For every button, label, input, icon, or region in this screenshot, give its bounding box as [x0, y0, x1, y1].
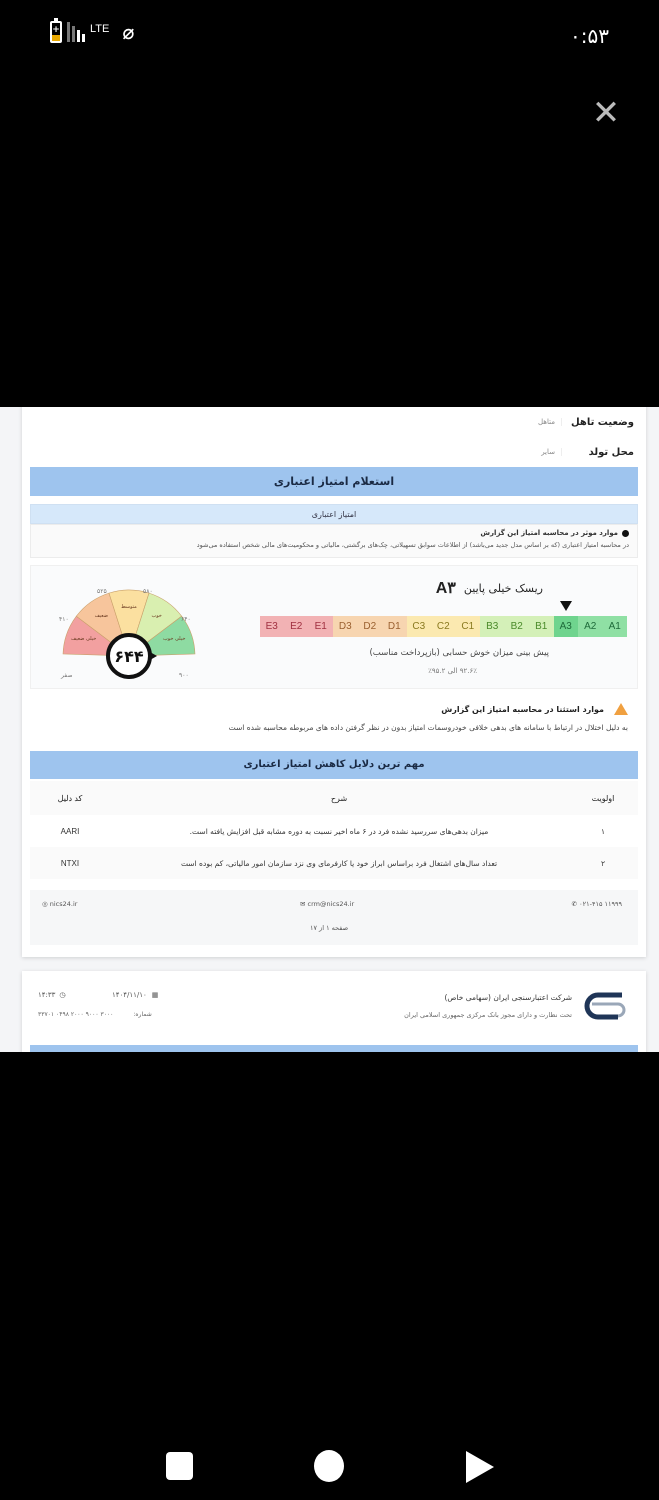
- score-gauge: [59, 580, 199, 680]
- section-title-credit-inquiry: استعلام امتیاز اعتباری: [30, 467, 638, 496]
- gauge-chart: [59, 580, 199, 680]
- svg-text:ضعیف: ضعیف: [94, 612, 108, 619]
- row-code: AARI: [60, 826, 80, 836]
- row-description: میزان بدهی‌های سررسید نشده فرد در ۶ ماه اخیر نسبت به دوره مشابه قبل افزایش یافته است.: [189, 826, 489, 836]
- exceptions-description: به دلیل اختلال در ارتباط با سامانه های بدهی خلافی خودروسمات امتیاز بدون در نظر گرفتن داده های مربوطه محاسبه شده است: [228, 723, 628, 732]
- grade-cell-d2: D2: [358, 616, 383, 637]
- globe-icon: ◎: [42, 900, 50, 908]
- grade-cell-d3: D3: [333, 616, 358, 637]
- navigation-bar: [0, 1410, 659, 1500]
- grade-cell-c1: C1: [456, 616, 481, 637]
- svg-text:خیلی خوب: خیلی خوب: [163, 636, 186, 643]
- grade-cell-c3: C3: [407, 616, 432, 637]
- prediction-label: پیش بینی میزان خوش حسابی (بازپرداخت مناسب): [369, 648, 549, 658]
- grade-cell-a2: A2: [578, 616, 603, 637]
- info-bullet-icon: [622, 530, 629, 537]
- grade-cell-e3: E3: [260, 616, 285, 637]
- back-button[interactable]: [466, 1451, 494, 1483]
- grade-cell-e1: E1: [309, 616, 334, 637]
- grade-pointer-icon: [560, 601, 572, 611]
- table-row: [30, 847, 638, 879]
- score-panel: [30, 565, 638, 689]
- svg-text:۶۴۴: ۶۴۴: [114, 647, 144, 666]
- effective-items-notice: [30, 524, 638, 558]
- row-code: NTXI: [30, 847, 110, 879]
- marital-status-value: متاهل: [502, 418, 562, 426]
- risk-label: ریسک خیلی پایین: [463, 581, 543, 595]
- footer-email: ✉ crm@nics24.ir: [300, 900, 355, 908]
- gauge-tick-4: ۶۴۰: [181, 616, 191, 623]
- svg-text:خوب: خوب: [151, 612, 162, 619]
- subsection-title-credit-score: امتیاز اعتباری: [30, 504, 638, 524]
- grade-cell-b3: B3: [480, 616, 505, 637]
- document-image: [0, 407, 659, 1052]
- signal-icon: [67, 22, 85, 42]
- status-bar: [0, 20, 659, 50]
- prediction-range: ۹۲.۶٪ الی ۹۵.۲٪: [428, 667, 477, 675]
- table-row: [30, 815, 638, 847]
- section-title-reasons: مهم ترین دلایل کاهش امتیاز اعتباری: [30, 751, 638, 779]
- effective-items-description: در محاسبه امتیاز اعتباری (که بر اساس مدل جدید می‌باشد) از اطلاعات سوابق تسهیلاتی، چک‌های برگشتی، مالیاتی و محکومیت‌های مالی شخص استفاده می‌شود: [196, 541, 629, 549]
- reasons-table: [30, 781, 638, 879]
- page-footer: [30, 890, 638, 945]
- report-page: [22, 407, 646, 957]
- network-type: LTE: [90, 23, 110, 35]
- warning-icon: [614, 703, 628, 715]
- row-description: تعداد سال‌های اشتغال فرد براساس ابراز خود یا کارفرمای وی نزد سازمان امور مالیاتی، کم بوده است: [110, 847, 568, 879]
- col-priority: اولویت: [568, 781, 638, 815]
- marital-status-row: [502, 407, 634, 437]
- effective-items-title: موارد موثر در محاسبه امتیاز این گزارش: [480, 529, 618, 537]
- clock: ۰:۵۳: [570, 24, 609, 48]
- recents-button[interactable]: [166, 1452, 193, 1480]
- exceptions-title: موارد استثنا در محاسبه امتیاز این گزارش: [441, 704, 604, 714]
- report-number-value: ۳۰۰۰ ۹۰۰۰ ۲۰۰۰ ۰۴۹۸ ۳۳۷۰۱: [38, 1011, 114, 1018]
- birthplace-label: محل تولد: [588, 446, 634, 458]
- gauge-tick-1: ۴۱۰: [59, 616, 69, 623]
- grade-cell-c2: C2: [431, 616, 456, 637]
- birthplace-row: [502, 437, 634, 467]
- company-subtitle: تحت نظارت و دارای مجوز بانک مرکزی جمهوری اسلامی ایران: [404, 1011, 572, 1019]
- svg-text:خیلی ضعیف: خیلی ضعیف: [71, 636, 97, 643]
- row-priority: ۱: [600, 826, 606, 836]
- gauge-tick-0: صفر: [61, 672, 73, 679]
- status-icons: [50, 20, 134, 44]
- report-date: ۱۴۰۴/۱۱/۱۰ ▦: [112, 991, 159, 999]
- clock-icon: ◷: [59, 991, 66, 999]
- gauge-tick-5: ۹۰۰: [179, 672, 189, 679]
- gauge-tick-2: ۵۲۵: [97, 588, 107, 595]
- col-description: شرح: [110, 781, 568, 815]
- calendar-icon: ▦: [151, 991, 159, 999]
- marital-status-label: وضعیت تاهل: [570, 416, 634, 428]
- risk-heading: [436, 578, 543, 598]
- phone-icon: ✆: [571, 900, 580, 908]
- company-logo-icon: [582, 989, 628, 1023]
- footer-phone: ✆ ۰۲۱-۴۱۵ ۱۱۹۹۹: [571, 900, 622, 908]
- grade-scale: [260, 616, 628, 637]
- data-saver-off-icon: ⌀: [122, 20, 135, 44]
- grade-cell-b2: B2: [505, 616, 530, 637]
- grade-cell-a1: A1: [603, 616, 628, 637]
- company-name: شرکت اعتبارسنجی ایران (سهامی خاص): [444, 993, 572, 1002]
- report-number-label: شماره:: [133, 1011, 152, 1018]
- birthplace-value: سایر: [502, 448, 562, 456]
- close-button[interactable]: ✕: [591, 93, 621, 133]
- battery-icon: +: [50, 21, 62, 43]
- grade-cell-e2: E2: [284, 616, 309, 637]
- grade-cell-a3: A3: [554, 616, 579, 637]
- grade-cell-d1: D1: [382, 616, 407, 637]
- page-number: صفحه ۱ از ۱۷: [310, 924, 349, 932]
- mail-icon: ✉: [300, 900, 308, 908]
- grade-cell-b1: B1: [529, 616, 554, 637]
- report-page-2: [22, 971, 646, 1052]
- report-time: ۱۴:۳۳ ◷: [38, 991, 66, 999]
- section-title-bar: [30, 1045, 638, 1052]
- exceptions-notice: [30, 697, 638, 745]
- home-button[interactable]: [314, 1450, 344, 1482]
- risk-grade: A۳: [435, 580, 456, 597]
- row-priority: ۲: [568, 847, 638, 879]
- svg-text:متوسط: متوسط: [121, 604, 137, 610]
- gauge-tick-3: ۵۸۰: [143, 588, 153, 595]
- footer-website: ◎ nics24.ir: [42, 900, 78, 908]
- col-code: کد دلیل: [30, 781, 110, 815]
- report-number: [38, 1011, 152, 1018]
